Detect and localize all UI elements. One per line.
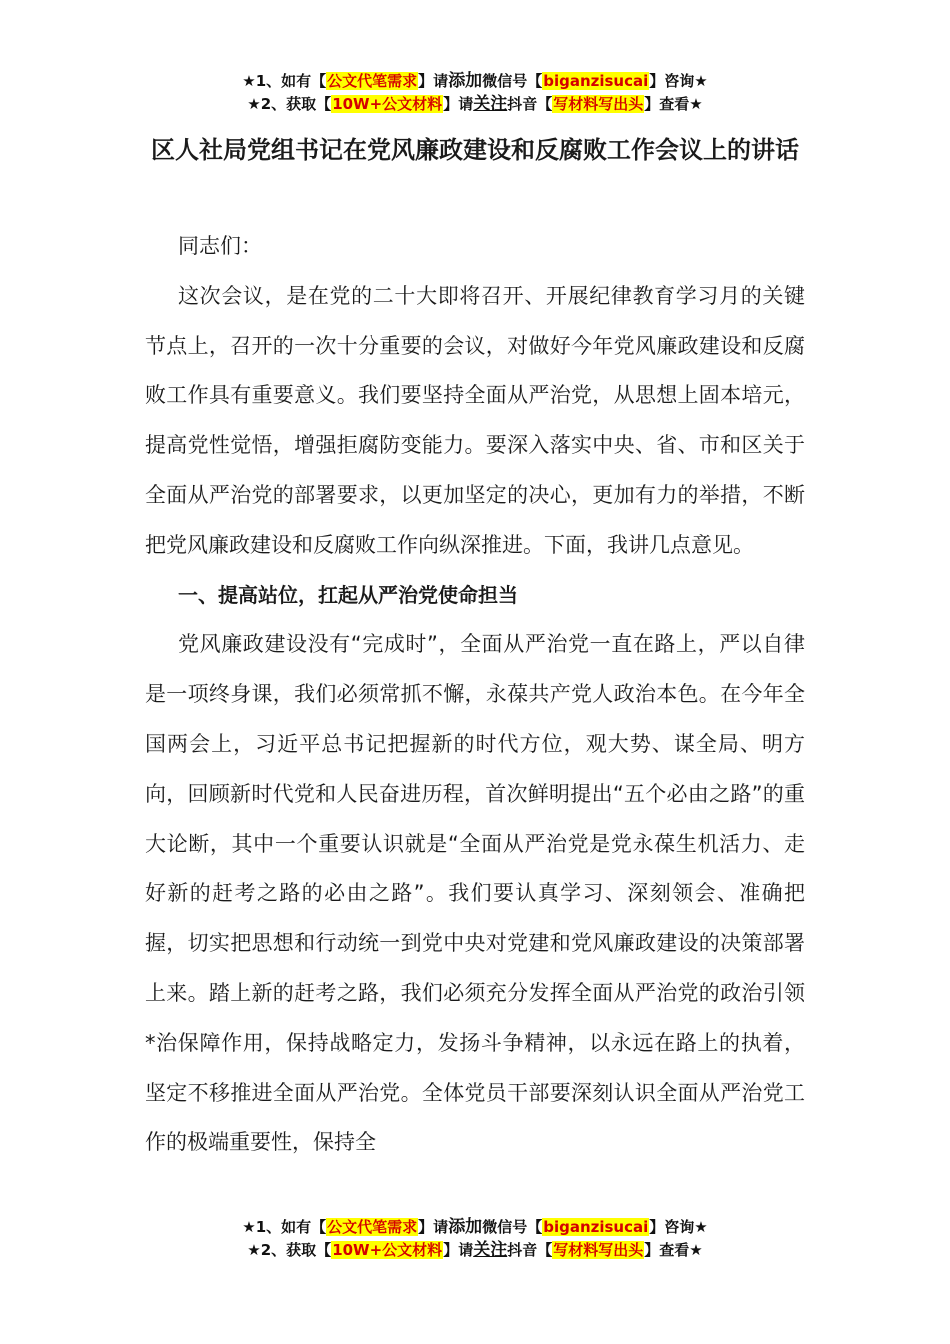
document-title: 区人社局党组书记在党风廉政建设和反腐败工作会议上的讲话 bbox=[151, 136, 799, 164]
promo-line-1: ★1、如有【公文代笔需求】请添加微信号【biganzisucai】咨询★ bbox=[242, 71, 708, 91]
highlight-text: 公文代笔需求 bbox=[327, 1218, 418, 1236]
wechat-id: biganzisucai bbox=[543, 72, 649, 90]
body-paragraph: 这次会议，是在党的二十大即将召开、开展纪律教育学习月的关键节点上，召开的一次十分重要的会议，对做好今年党风廉政建设和反腐败工作具有重要意义。我们要坚持全面从严治党，从思想上固本培元，提高党性觉悟，增强拒腐防变能力。要深入落实中央、省、市和区关于全面从严治党的部署要求，以更加坚定的决心，更加有力的举措，不断把党风廉政建设和反腐败工作向纵深推进。下面，我讲几点意见。 bbox=[145, 283, 805, 557]
promo-line-2: ★2、获取【10W+公文材料】请关注抖音【写材料写出头】查看★ bbox=[247, 1240, 703, 1260]
highlight-text: 10W+公文材料 bbox=[332, 1241, 443, 1259]
footer-promo-banner bbox=[0, 1216, 950, 1262]
wechat-id: biganzisucai bbox=[543, 1218, 649, 1236]
section-heading: 一、提高站位，扛起从严治党使命担当 bbox=[178, 582, 518, 607]
douyin-account: 写材料写出头 bbox=[553, 95, 644, 113]
body-paragraph: 党风廉政建设没有“完成时”，全面从严治党一直在路上，严以自律是一项终身课，我们必须常抓不懈，永葆共产党人政治本色。在今年全国两会上，习近平总书记把握新的时代方位，观大势、谋全局、明方向，回顾新时代党和人民奋进历程，首次鲜明提出“五个必由之路”的重大论断，其中一个重要认识就是“全面从严治党是党永葆生机活力、走好新的赶考之路的必由之路”。我们要认真学习、深刻领会、准确把握，切实把思想和行动统一到党中央对党建和党风廉政建设的决策部署上来。踏上新的赶考之路，我们必须充分发挥全面从严治党的政治引领*治保障作用，保持战略定力，发扬斗争精神，以永远在路上的执着，坚定不移推进全面从严治党。全体党员干部要深刻认识全面从严治党工作的极端重要性，保持全 bbox=[145, 632, 805, 1155]
promo-line-2: ★2、获取【10W+公文材料】请关注抖音【写材料写出头】查看★ bbox=[247, 94, 703, 114]
highlight-text: 10W+公文材料 bbox=[332, 95, 443, 113]
douyin-account: 写材料写出头 bbox=[553, 1241, 644, 1259]
highlight-text: 公文代笔需求 bbox=[327, 72, 418, 90]
document-body bbox=[145, 222, 805, 1168]
salutation: 同志们： bbox=[178, 234, 262, 258]
header-promo-banner bbox=[0, 70, 950, 116]
promo-line-1: ★1、如有【公文代笔需求】请添加微信号【biganzisucai】咨询★ bbox=[242, 1217, 708, 1237]
